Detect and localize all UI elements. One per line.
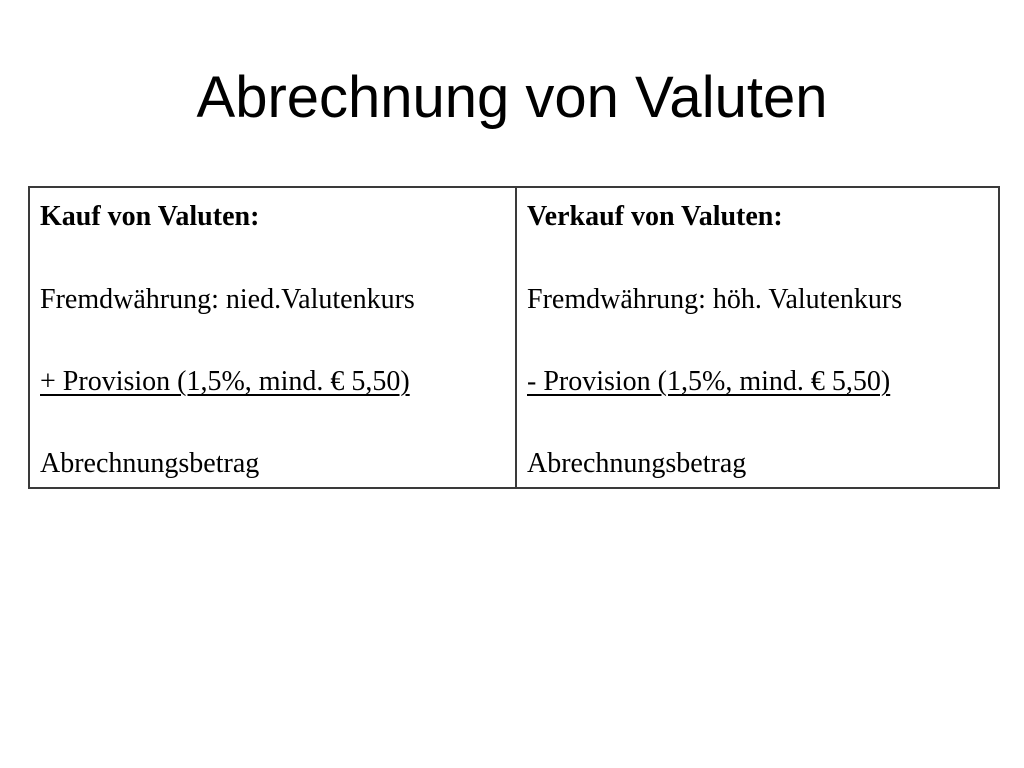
kauf-line-provision: + Provision (1,5%, mind. € 5,50) — [40, 366, 410, 397]
verkauf-line-provision: - Provision (1,5%, mind. € 5,50) — [527, 366, 891, 397]
verkauf-line-abrechnungsbetrag: Abrechnungsbetrag — [527, 448, 747, 479]
comparison-table — [28, 186, 1000, 489]
slide-title: Abrechnung von Valuten — [196, 65, 828, 130]
column-heading-verkauf: Verkauf von Valuten: — [527, 201, 783, 232]
kauf-line-fremdwaehrung: Fremdwährung: nied.Valutenkurs — [40, 284, 415, 315]
kauf-line-abrechnungsbetrag: Abrechnungsbetrag — [40, 448, 260, 479]
verkauf-line-fremdwaehrung: Fremdwährung: höh. Valutenkurs — [527, 284, 903, 315]
column-heading-kauf: Kauf von Valuten: — [40, 201, 260, 232]
table-column-kauf — [30, 188, 517, 487]
table-column-verkauf — [517, 188, 998, 487]
